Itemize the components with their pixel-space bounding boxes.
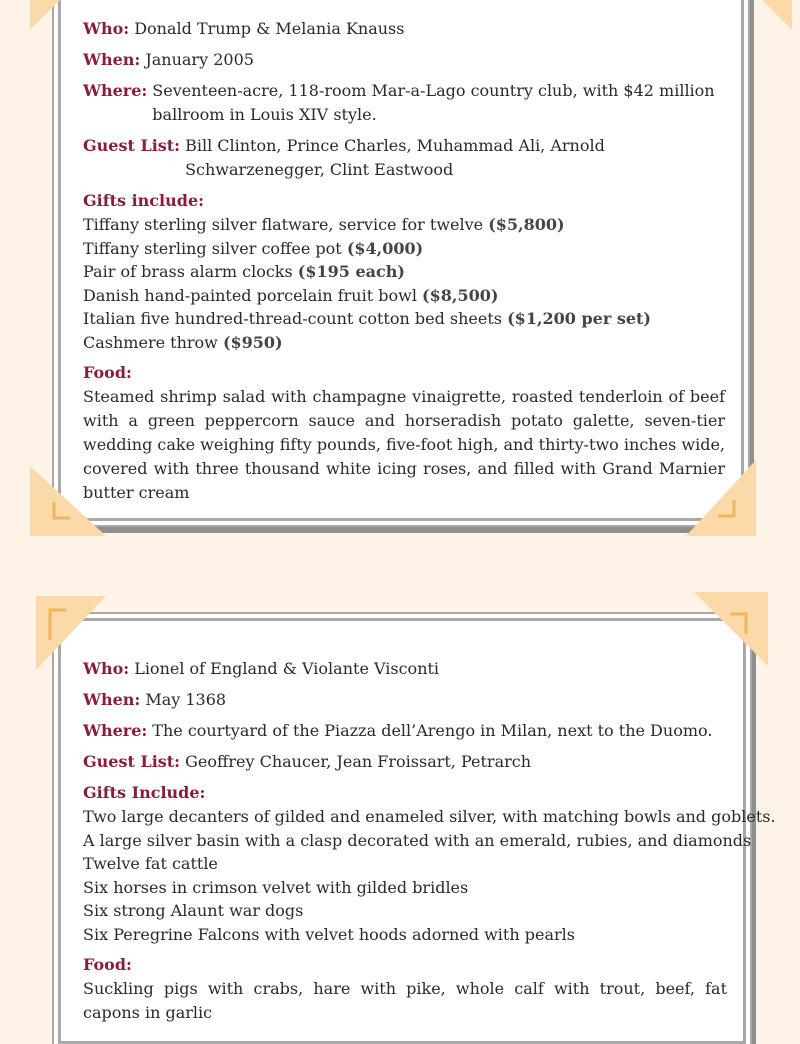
corner-ornament-top-left (36, 596, 106, 666)
gift-name: Italian five hundred-thread-count cotton bed sheets (83, 309, 503, 329)
gift-price: ($1,200 per set) (507, 309, 651, 329)
who-row (83, 17, 725, 41)
gift-price: ($5,800) (488, 215, 565, 234)
gift-item (83, 213, 725, 237)
when-label: When: (83, 50, 141, 69)
gift-name: Tiffany sterling silver flatware, service for twelve (83, 215, 484, 234)
gifts-heading: Gifts Include: (83, 783, 206, 802)
gift-list (83, 213, 725, 355)
where-row (83, 79, 725, 127)
corner-ornament-top-right (694, 592, 764, 662)
gift-item: Six Peregrine Falcons with velvet hoods adorned with pearls (83, 924, 575, 944)
corner-ornament-top-right (722, 0, 792, 30)
where-value: Seventeen-acre, 118-room Mar-a-Lago country club, with $42 million ballroom in Louis XIV style. (152, 81, 715, 124)
where-label: Where: (83, 81, 148, 100)
who-label: Who: (83, 659, 130, 678)
where-value: The courtyard of the Piazza dell’Arengo in Milan, next to the Duomo. (152, 721, 713, 740)
guest-list-value: Bill Clinton, Prince Charles, Muhammad Ali, Arnold Schwarzenegger, Clint Eastwood (185, 136, 605, 179)
guest-list-row (83, 134, 725, 182)
gift-item (83, 307, 725, 331)
food-description: Steamed shrimp salad with champagne vinaigrette, roasted tenderloin of beef with a green peppercorn sauce and horseradish potato galette, seven-tier wedding cake weighing fifty pounds, five-foot high, and thirty-two inches wide, covered with three thousand white icing roses, and filled with Grand Marnier butter cream (83, 386, 725, 502)
who-row (83, 657, 727, 681)
gift-item: Six horses in crimson velvet with gilded bridles (83, 877, 469, 897)
gift-name: Pair of brass alarm clocks (83, 262, 293, 282)
guest-list-label: Guest List: (83, 136, 181, 155)
when-row (83, 688, 727, 712)
gift-price: ($195 each) (297, 262, 405, 282)
when-label: When: (83, 690, 141, 709)
gift-item: Six strong Alaunt war dogs (83, 901, 304, 921)
gift-name: Cashmere throw (83, 332, 218, 352)
where-label: Where: (83, 721, 148, 740)
food-heading: Food: (83, 362, 132, 382)
gift-item: Twelve fat cattle (83, 854, 218, 874)
food-description: Suckling pigs with crabs, hare with pike, whole calf with trout, beef, fat capons in garlic (83, 978, 727, 1022)
wedding-details (83, 17, 725, 505)
wedding-details (83, 657, 776, 1025)
gifts-heading: Gifts include: (83, 191, 205, 210)
who-label: Who: (83, 19, 130, 38)
corner-ornament-top-left (30, 0, 100, 30)
guest-list-label: Guest List: (83, 752, 181, 771)
who-value: Donald Trump & Melania Knauss (134, 19, 405, 38)
gift-item (83, 237, 725, 261)
gift-name: Danish hand-painted porcelain fruit bowl (83, 285, 417, 305)
wedding-card-trump (58, 0, 744, 521)
gift-price: ($8,500) (422, 285, 499, 305)
when-value: May 1368 (145, 690, 227, 709)
who-value: Lionel of England & Violante Visconti (134, 659, 440, 678)
gift-item (83, 331, 725, 355)
gift-item: Two large decanters of gilded and enameled silver, with matching bowls and goblets. (83, 807, 776, 826)
where-row (83, 719, 727, 743)
corner-ornament-bottom-left (30, 466, 100, 536)
food-heading: Food: (83, 954, 132, 974)
guest-list-row (83, 750, 727, 774)
corner-ornament-bottom-right (686, 460, 756, 530)
gift-price: ($950) (222, 332, 283, 352)
gift-item: A large silver basin with a clasp decorated with an emerald, rubies, and diamonds (83, 830, 752, 850)
gift-item (83, 260, 725, 284)
gift-list (83, 805, 776, 947)
gift-price: ($4,000) (346, 238, 424, 258)
guest-list-value: Geoffrey Chaucer, Jean Froissart, Petrarch (185, 752, 532, 771)
when-row (83, 48, 725, 72)
gift-name: Tiffany sterling silver coffee pot (83, 238, 342, 258)
when-value: January 2005 (145, 50, 254, 69)
wedding-card-lionel (58, 618, 776, 1044)
gift-item (83, 284, 725, 308)
